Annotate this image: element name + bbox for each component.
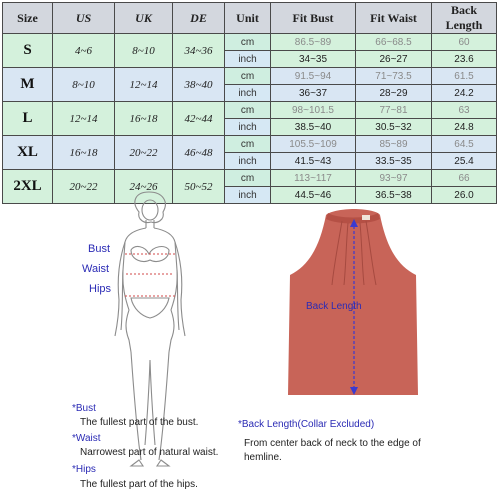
us-size-cell: 20~22 (53, 170, 115, 204)
neck-outline (146, 220, 154, 228)
back-length-label: Back Length (306, 301, 362, 312)
bust-label: Bust (88, 243, 111, 255)
size-chart-table (2, 2, 497, 204)
size-cell: 2XL (3, 170, 53, 204)
unit-cm-cell: cm (225, 34, 271, 51)
fit-waist-inch-cell: 30.5~32 (356, 119, 432, 136)
fit-bust-cm-cell: 113~117 (271, 170, 356, 187)
fit-bust-inch-cell: 34~35 (271, 51, 356, 68)
header-size: Size (3, 3, 53, 34)
bust-note-title: *Bust (72, 403, 96, 414)
unit-cm-cell: cm (225, 170, 271, 187)
de-size-cell: 38~40 (173, 68, 225, 102)
unit-cm-cell: cm (225, 68, 271, 85)
waist-note-title: *Waist (72, 433, 101, 444)
unit-inch-cell: inch (225, 85, 271, 102)
table-header-row (3, 3, 497, 34)
fit-waist-inch-cell: 26~27 (356, 51, 432, 68)
us-size-cell: 12~14 (53, 102, 115, 136)
size-cell: L (3, 102, 53, 136)
header-unit: Unit (225, 3, 271, 34)
back-length-cm-cell: 64.5 (432, 136, 497, 153)
hips-note-desc: The fullest part of the hips. (80, 479, 198, 490)
uk-size-cell: 8~10 (115, 34, 173, 68)
hips-note-title: *Hips (72, 464, 96, 475)
de-size-cell: 50~52 (173, 170, 225, 204)
hair-outline (135, 192, 165, 223)
table-row-l-cm (3, 102, 497, 119)
size-cell: M (3, 68, 53, 102)
back-length-cm-cell: 63 (432, 102, 497, 119)
back-length-inch-cell: 25.4 (432, 153, 497, 170)
bust-note-desc: The fullest part of the bust. (80, 417, 199, 428)
body-figure-illustration (95, 190, 205, 475)
back-length-note-desc-line1: From center back of neck to the edge of (244, 438, 421, 449)
header-fit-bust: Fit Bust (271, 3, 356, 34)
fit-bust-cm-cell: 86.5~89 (271, 34, 356, 51)
unit-inch-cell: inch (225, 153, 271, 170)
briefs-outline (131, 298, 169, 318)
header-us: US (53, 3, 115, 34)
fit-bust-cm-cell: 91.5~94 (271, 68, 356, 85)
size-cell: S (3, 34, 53, 68)
back-length-inch-cell: 23.6 (432, 51, 497, 68)
fit-bust-inch-cell: 36~37 (271, 85, 356, 102)
back-length-cm-cell: 60 (432, 34, 497, 51)
de-size-cell: 46~48 (173, 136, 225, 170)
back-length-inch-cell: 24.2 (432, 85, 497, 102)
unit-cm-cell: cm (225, 102, 271, 119)
legs-outline (131, 352, 169, 460)
fit-waist-cm-cell: 77~81 (356, 102, 432, 119)
fit-bust-cm-cell: 105.5~109 (271, 136, 356, 153)
uk-size-cell: 24~26 (115, 170, 173, 204)
fit-waist-inch-cell: 28~29 (356, 85, 432, 102)
back-length-cm-cell: 66 (432, 170, 497, 187)
back-length-cm-cell: 61.5 (432, 68, 497, 85)
waist-label: Waist (82, 263, 110, 275)
torso-outline (123, 228, 177, 352)
fit-bust-inch-cell: 41.5~43 (271, 153, 356, 170)
table-row-m-cm (3, 68, 497, 85)
waist-note-desc: Narrowest part of natural waist. (80, 447, 219, 458)
unit-inch-cell: inch (225, 51, 271, 68)
header-de: DE (173, 3, 225, 34)
fit-bust-cm-cell: 98~101.5 (271, 102, 356, 119)
fit-waist-inch-cell: 33.5~35 (356, 153, 432, 170)
uk-size-cell: 20~22 (115, 136, 173, 170)
hips-label: Hips (89, 283, 112, 295)
table-row-2xl-cm (3, 170, 497, 187)
fit-waist-cm-cell: 93~97 (356, 170, 432, 187)
fit-waist-cm-cell: 85~89 (356, 136, 432, 153)
back-length-note-title: *Back Length(Collar Excluded) (238, 419, 375, 430)
header-uk: UK (115, 3, 173, 34)
unit-inch-cell: inch (225, 187, 271, 204)
back-length-inch-cell: 24.8 (432, 119, 497, 136)
fit-bust-inch-cell: 44.5~46 (271, 187, 356, 204)
header-fit-waist: Fit Waist (356, 3, 432, 34)
fit-bust-inch-cell: 38.5~40 (271, 119, 356, 136)
back-length-inch-cell: 26.0 (432, 187, 497, 204)
face-outline (142, 200, 158, 220)
uk-size-cell: 12~14 (115, 68, 173, 102)
fit-waist-cm-cell: 71~73.5 (356, 68, 432, 85)
de-size-cell: 42~44 (173, 102, 225, 136)
unit-cm-cell: cm (225, 136, 271, 153)
fit-waist-inch-cell: 36.5~38 (356, 187, 432, 204)
table-row-xl-cm (3, 136, 497, 153)
unit-inch-cell: inch (225, 119, 271, 136)
us-size-cell: 16~18 (53, 136, 115, 170)
fit-waist-cm-cell: 66~68.5 (356, 34, 432, 51)
feet-outline (131, 460, 169, 466)
de-size-cell: 34~36 (173, 34, 225, 68)
back-length-note-desc-line2: hemline. (244, 452, 282, 463)
us-size-cell: 4~6 (53, 34, 115, 68)
table-row-s-cm (3, 34, 497, 51)
size-cell: XL (3, 136, 53, 170)
uk-size-cell: 16~18 (115, 102, 173, 136)
header-back-length: Back Length (432, 3, 497, 34)
us-size-cell: 8~10 (53, 68, 115, 102)
tank-top-tag (362, 215, 370, 220)
